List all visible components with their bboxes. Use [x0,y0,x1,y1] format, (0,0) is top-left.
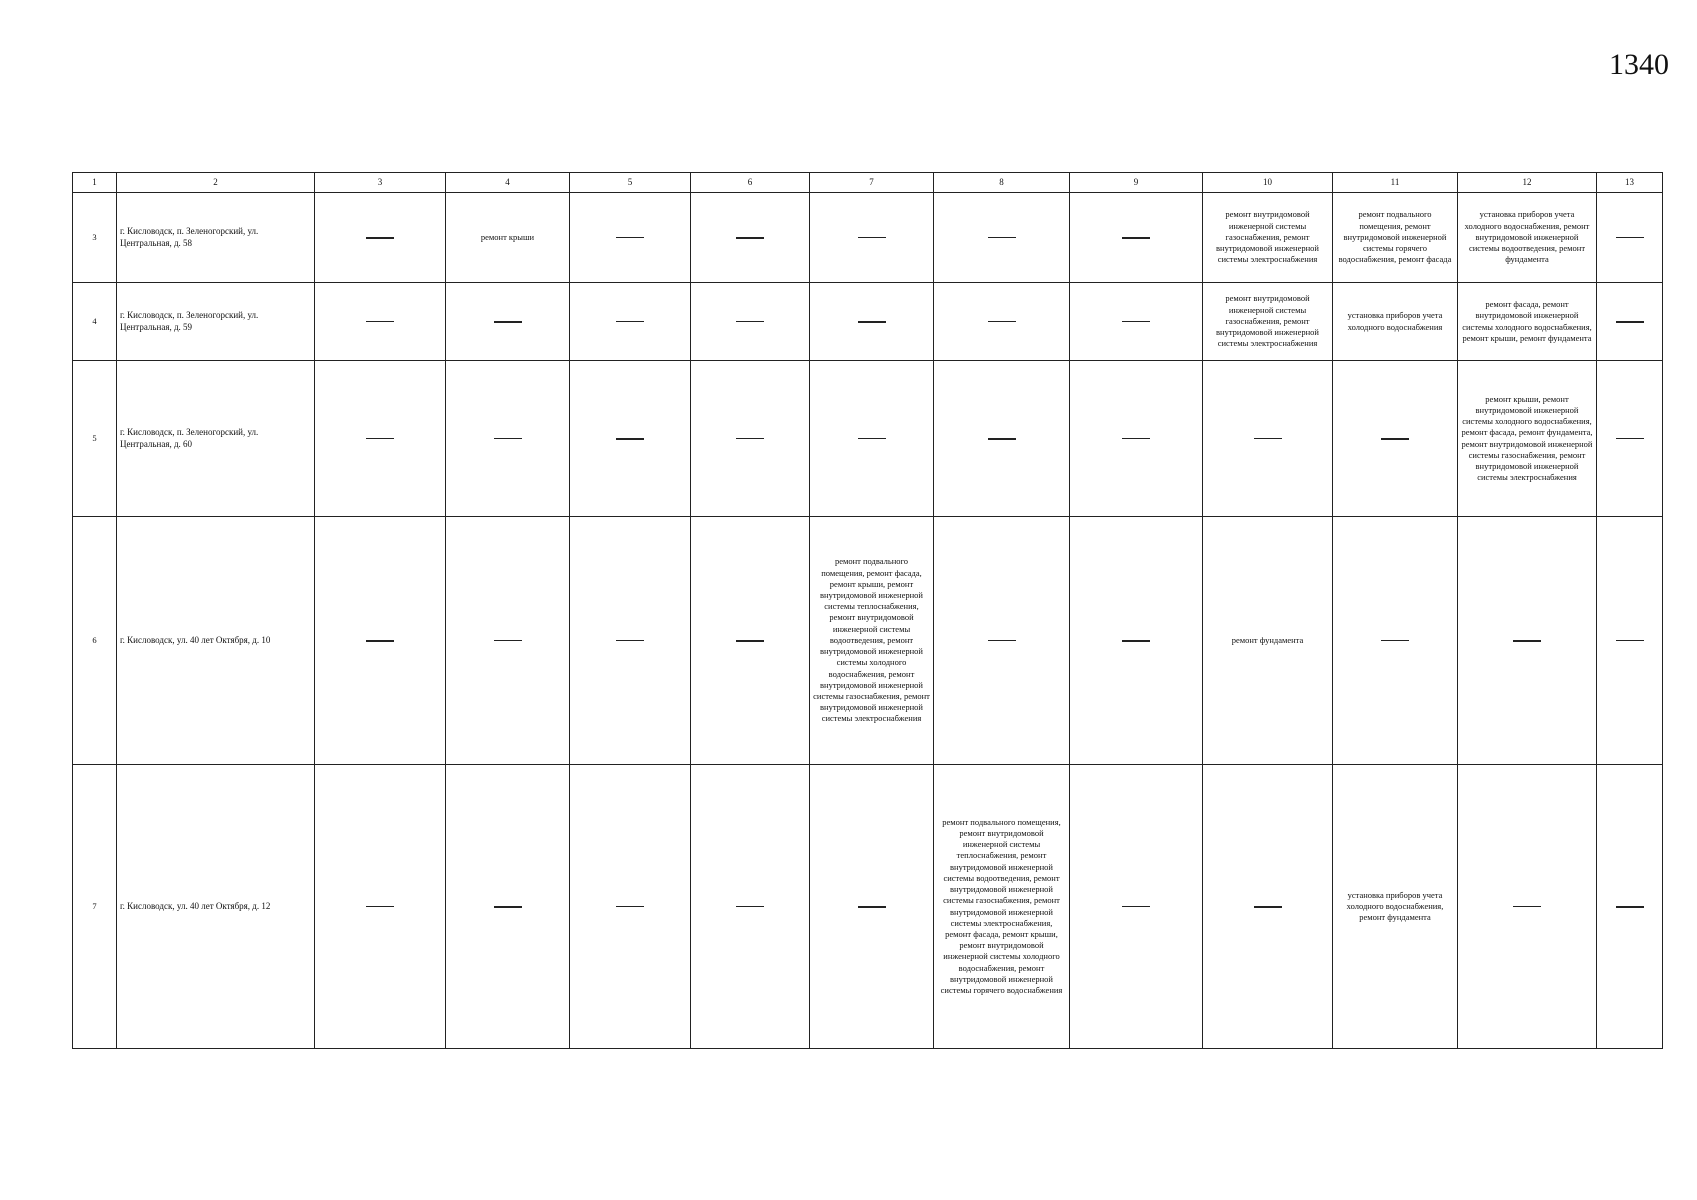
cell [691,193,810,283]
dash-mark [1122,640,1150,642]
table-row [73,765,1663,1049]
cell [1203,361,1333,517]
cell [315,361,446,517]
dash-mark [858,321,886,323]
cell [315,517,446,765]
cell: ремонт подвального помещения, ремонт внутридомовой инженерной системы горячего водоснабжения, ремонт фасада [1333,193,1458,283]
cell [691,283,810,361]
cell [1333,517,1458,765]
cell [1597,283,1663,361]
col-header: 3 [315,173,446,193]
cell [446,361,570,517]
dash-mark [366,906,394,907]
col-header: 8 [934,173,1070,193]
cell [934,283,1070,361]
cell [1070,765,1203,1049]
cell: ремонт внутридомовой инженерной системы газоснабжения, ремонт внутридомовой инженерной системы электроснабжения [1203,193,1333,283]
row-number: 3 [73,193,117,283]
col-header: 2 [117,173,315,193]
table-row [73,283,1663,361]
table-row [73,517,1663,765]
dash-mark [1513,640,1541,642]
cell: установка приборов учета холодного водоснабжения, ремонт внутридомовой инженерной системы водоотведения, ремонт фундамента [1458,193,1597,283]
cell [1597,765,1663,1049]
cell [570,765,691,1049]
cell [1070,361,1203,517]
address-cell: г. Кисловодск, п. Зеленогорский, ул. Центральная, д. 60 [117,361,315,517]
cell [570,283,691,361]
cell: ремонт фасада, ремонт внутридомовой инженерной системы холодного водоснабжения, ремонт крыши, ремонт фундамента [1458,283,1597,361]
col-header: 5 [570,173,691,193]
col-header: 6 [691,173,810,193]
col-header: 11 [1333,173,1458,193]
cell [1070,193,1203,283]
dash-mark [1122,237,1150,239]
table-row [73,361,1663,517]
cell [934,517,1070,765]
cell [570,193,691,283]
address-cell: г. Кисловодск, ул. 40 лет Октября, д. 10 [117,517,315,765]
dash-mark [494,906,522,908]
address-cell: г. Кисловодск, ул. 40 лет Октября, д. 12 [117,765,315,1049]
cell [934,193,1070,283]
cell [810,283,934,361]
col-header: 1 [73,173,117,193]
dash-mark [1122,321,1150,322]
cell: ремонт крыши [446,193,570,283]
cell [1070,517,1203,765]
cell [446,765,570,1049]
cell [1333,361,1458,517]
address-cell: г. Кисловодск, п. Зеленогорский, ул. Центральная, д. 58 [117,193,315,283]
dash-mark [494,321,522,323]
dash-mark [1616,438,1644,439]
dash-mark [616,640,644,641]
address-cell: г. Кисловодск, п. Зеленогорский, ул. Центральная, д. 59 [117,283,315,361]
col-header: 12 [1458,173,1597,193]
cell [691,517,810,765]
cell [810,361,934,517]
dash-mark [736,321,764,322]
dash-mark [366,640,394,642]
cell [315,765,446,1049]
row-number: 4 [73,283,117,361]
dash-mark [1381,640,1409,641]
col-header: 9 [1070,173,1203,193]
cell [810,193,934,283]
dash-mark [366,237,394,239]
cell: установка приборов учета холодного водоснабжения, ремонт фундамента [1333,765,1458,1049]
dash-mark [616,321,644,322]
dash-mark [1616,321,1644,323]
cell [570,517,691,765]
row-number: 5 [73,361,117,517]
cell [1597,517,1663,765]
cell [810,765,934,1049]
dash-mark [736,906,764,907]
dash-mark [736,438,764,439]
cell [691,361,810,517]
dash-mark [616,906,644,907]
dash-mark [366,321,394,322]
cell: ремонт подвального помещения, ремонт внутридомовой инженерной системы теплоснабжения, ремонт внутридомовой инженерной системы водоотведения, ремонт внутридомовой инженерной системы газоснабжения, ремонт внутридомовой инженерной системы электроснабжения, ремонт фасада, ремонт крыши, ремонт внутридомовой инженерной системы холодного водоснабжения, ремонт внутридомовой инженерной системы горячего водоснабжения [934,765,1070,1049]
cell [446,517,570,765]
dash-mark [736,640,764,642]
dash-mark [1381,438,1409,440]
page-number: 1340 [1609,48,1669,81]
dash-mark [988,321,1016,322]
cell: ремонт внутридомовой инженерной системы газоснабжения, ремонт внутридомовой инженерной системы электроснабжения [1203,283,1333,361]
cell [315,283,446,361]
table-row [73,193,1663,283]
row-number: 6 [73,517,117,765]
dash-mark [858,438,886,439]
cell: установка приборов учета холодного водоснабжения [1333,283,1458,361]
repair-schedule-table [72,172,1663,1049]
dash-mark [1122,906,1150,907]
dash-mark [736,237,764,239]
cell [570,361,691,517]
cell [1597,193,1663,283]
cell [1458,765,1597,1049]
dash-mark [1513,906,1541,907]
dash-mark [616,438,644,440]
col-header: 7 [810,173,934,193]
dash-mark [366,438,394,439]
cell [1597,361,1663,517]
dash-mark [858,906,886,908]
cell: ремонт фундамента [1203,517,1333,765]
dash-mark [988,438,1016,440]
dash-mark [1122,438,1150,439]
cell [691,765,810,1049]
dash-mark [1616,237,1644,238]
dash-mark [988,640,1016,641]
dash-mark [1616,640,1644,641]
cell [1203,765,1333,1049]
header-row [73,173,1663,193]
dash-mark [1616,906,1644,908]
col-header: 10 [1203,173,1333,193]
dash-mark [1254,438,1282,439]
col-header: 13 [1597,173,1663,193]
cell: ремонт крыши, ремонт внутридомовой инженерной системы холодного водоснабжения, ремонт фасада, ремонт фундамента, ремонт внутридомовой инженерной системы газоснабжения, ремонт внутридомовой инженерной системы электроснабжения [1458,361,1597,517]
cell [934,361,1070,517]
dash-mark [494,640,522,641]
col-header: 4 [446,173,570,193]
dash-mark [858,237,886,238]
cell [446,283,570,361]
dash-mark [1254,906,1282,908]
dash-mark [988,237,1016,238]
row-number: 7 [73,765,117,1049]
cell: ремонт подвального помещения, ремонт фасада, ремонт крыши, ремонт внутридомовой инженерной системы теплоснабжения, ремонт внутридомовой инженерной системы водоотведения, ремонт внутридомовой инженерной системы холодного водоснабжения, ремонт внутридомовой инженерной системы газоснабжения, ремонт внутридомовой инженерной системы электроснабжения [810,517,934,765]
cell [315,193,446,283]
cell [1070,283,1203,361]
dash-mark [616,237,644,238]
dash-mark [494,438,522,439]
cell [1458,517,1597,765]
